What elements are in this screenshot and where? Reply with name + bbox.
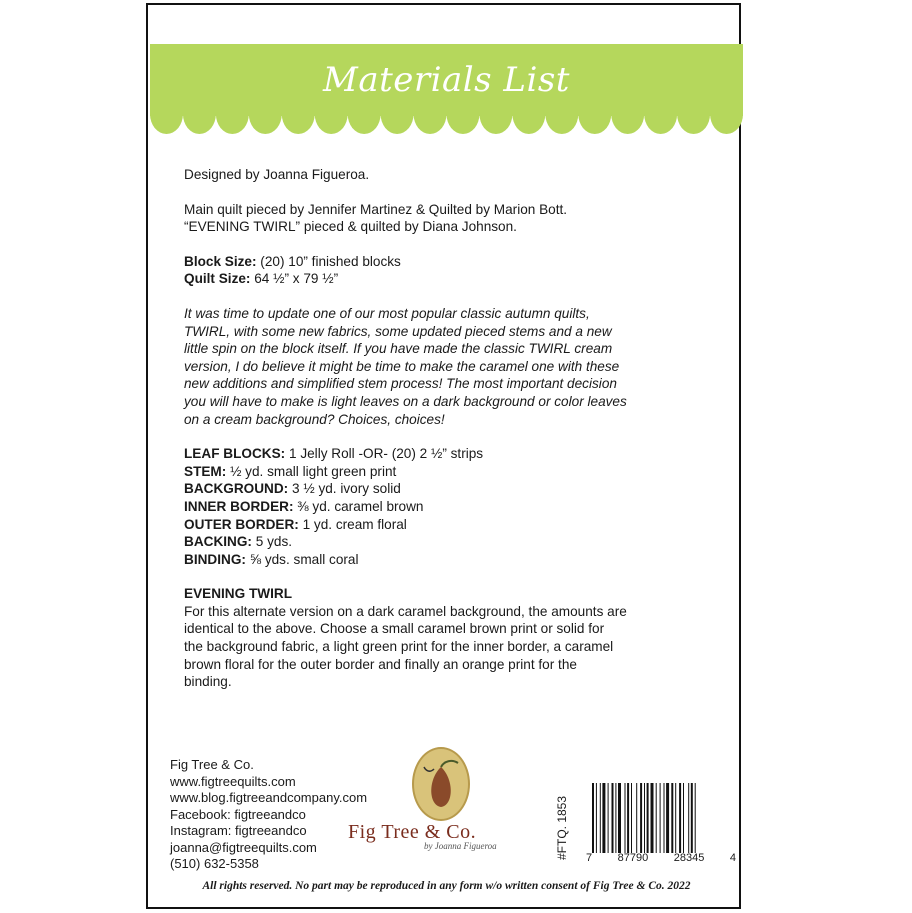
contact-instagram: Instagram: figtreeandco xyxy=(170,823,307,838)
page-title: Materials List xyxy=(323,60,570,100)
material-item: BACKGROUND: 3 ½ yd. ivory solid xyxy=(184,481,401,497)
material-item: OUTER BORDER: 1 yd. cream floral xyxy=(184,516,407,532)
credits-line-1: Main quilt pieced by Jennifer Martinez & Quilted by Marion Bott. xyxy=(184,201,568,217)
barcode-number: 7 87790 28345 4 xyxy=(586,852,736,864)
material-item: LEAF BLOCKS: 1 Jelly Roll -OR- (20) 2 ½” strips xyxy=(184,446,484,462)
evening-heading: EVENING TWIRL xyxy=(184,586,292,602)
designer-line: Designed by Joanna Figueroa. xyxy=(184,167,370,182)
scallop-border xyxy=(150,114,743,136)
block-size-line: Block Size: (20) 10” finished blocks xyxy=(184,253,401,269)
quilt-size-line: Quilt Size: 64 ½” x 79 ½” xyxy=(184,271,339,287)
material-item: INNER BORDER: ⅜ yd. caramel brown xyxy=(184,498,424,514)
sku-number: #FTQ. 1853 xyxy=(555,795,569,860)
contact-company: Fig Tree & Co. xyxy=(170,757,254,772)
copyright-footer: All rights reserved. No part may be reproduced in any form w/o written consent of Fig Tree & Co. 2022 xyxy=(202,880,691,892)
contact-phone: (510) 632-5358 xyxy=(170,856,259,871)
material-item: BACKING: 5 yds. xyxy=(184,534,293,550)
contact-website: www.figtreequilts.com xyxy=(170,773,296,789)
contact-block xyxy=(170,757,367,873)
contact-blog: www.blog.figtreeandcompany.com xyxy=(170,790,368,805)
evening-paragraph: For this alternate version on a dark caramel background, the amounts are identical to the above. Choose a small caramel brown print or solid for the background fabric, a light green print for the inner border, a caramel brown floral for the outer border and finally an orange print for the binding. xyxy=(184,603,627,690)
barcode-icon xyxy=(592,783,735,853)
contact-facebook: Facebook: figtreeandco xyxy=(170,806,306,822)
logo-wordmark: Fig Tree & Co. xyxy=(348,821,477,843)
body-text xyxy=(184,166,724,691)
material-item: BINDING: ⅝ yds. small coral xyxy=(184,551,359,567)
credits-line-2: “EVENING TWIRL” pieced & quilted by Diana Johnson. xyxy=(184,219,517,235)
fig-icon xyxy=(412,747,470,821)
contact-email: joanna@figtreequilts.com xyxy=(170,839,317,855)
materials-list xyxy=(184,445,724,568)
logo-tagline: by Joanna Figueroa xyxy=(424,841,497,851)
material-item: STEM: ½ yd. small light green print xyxy=(184,463,397,479)
brand-logo xyxy=(348,745,538,855)
intro-paragraph: It was time to update one of our most popular classic autumn quilts, TWIRL, with some new fabrics, some updated pieced stems and a new little spin on the block itself. If you have made the classic TWIRL cream version, I do believe it might be time to make the caramel one with these new additions and simplified stem process! The most important decision you will have to make is light leaves on a dark background or color leaves on a cream background? Choices, choices! xyxy=(184,305,627,427)
